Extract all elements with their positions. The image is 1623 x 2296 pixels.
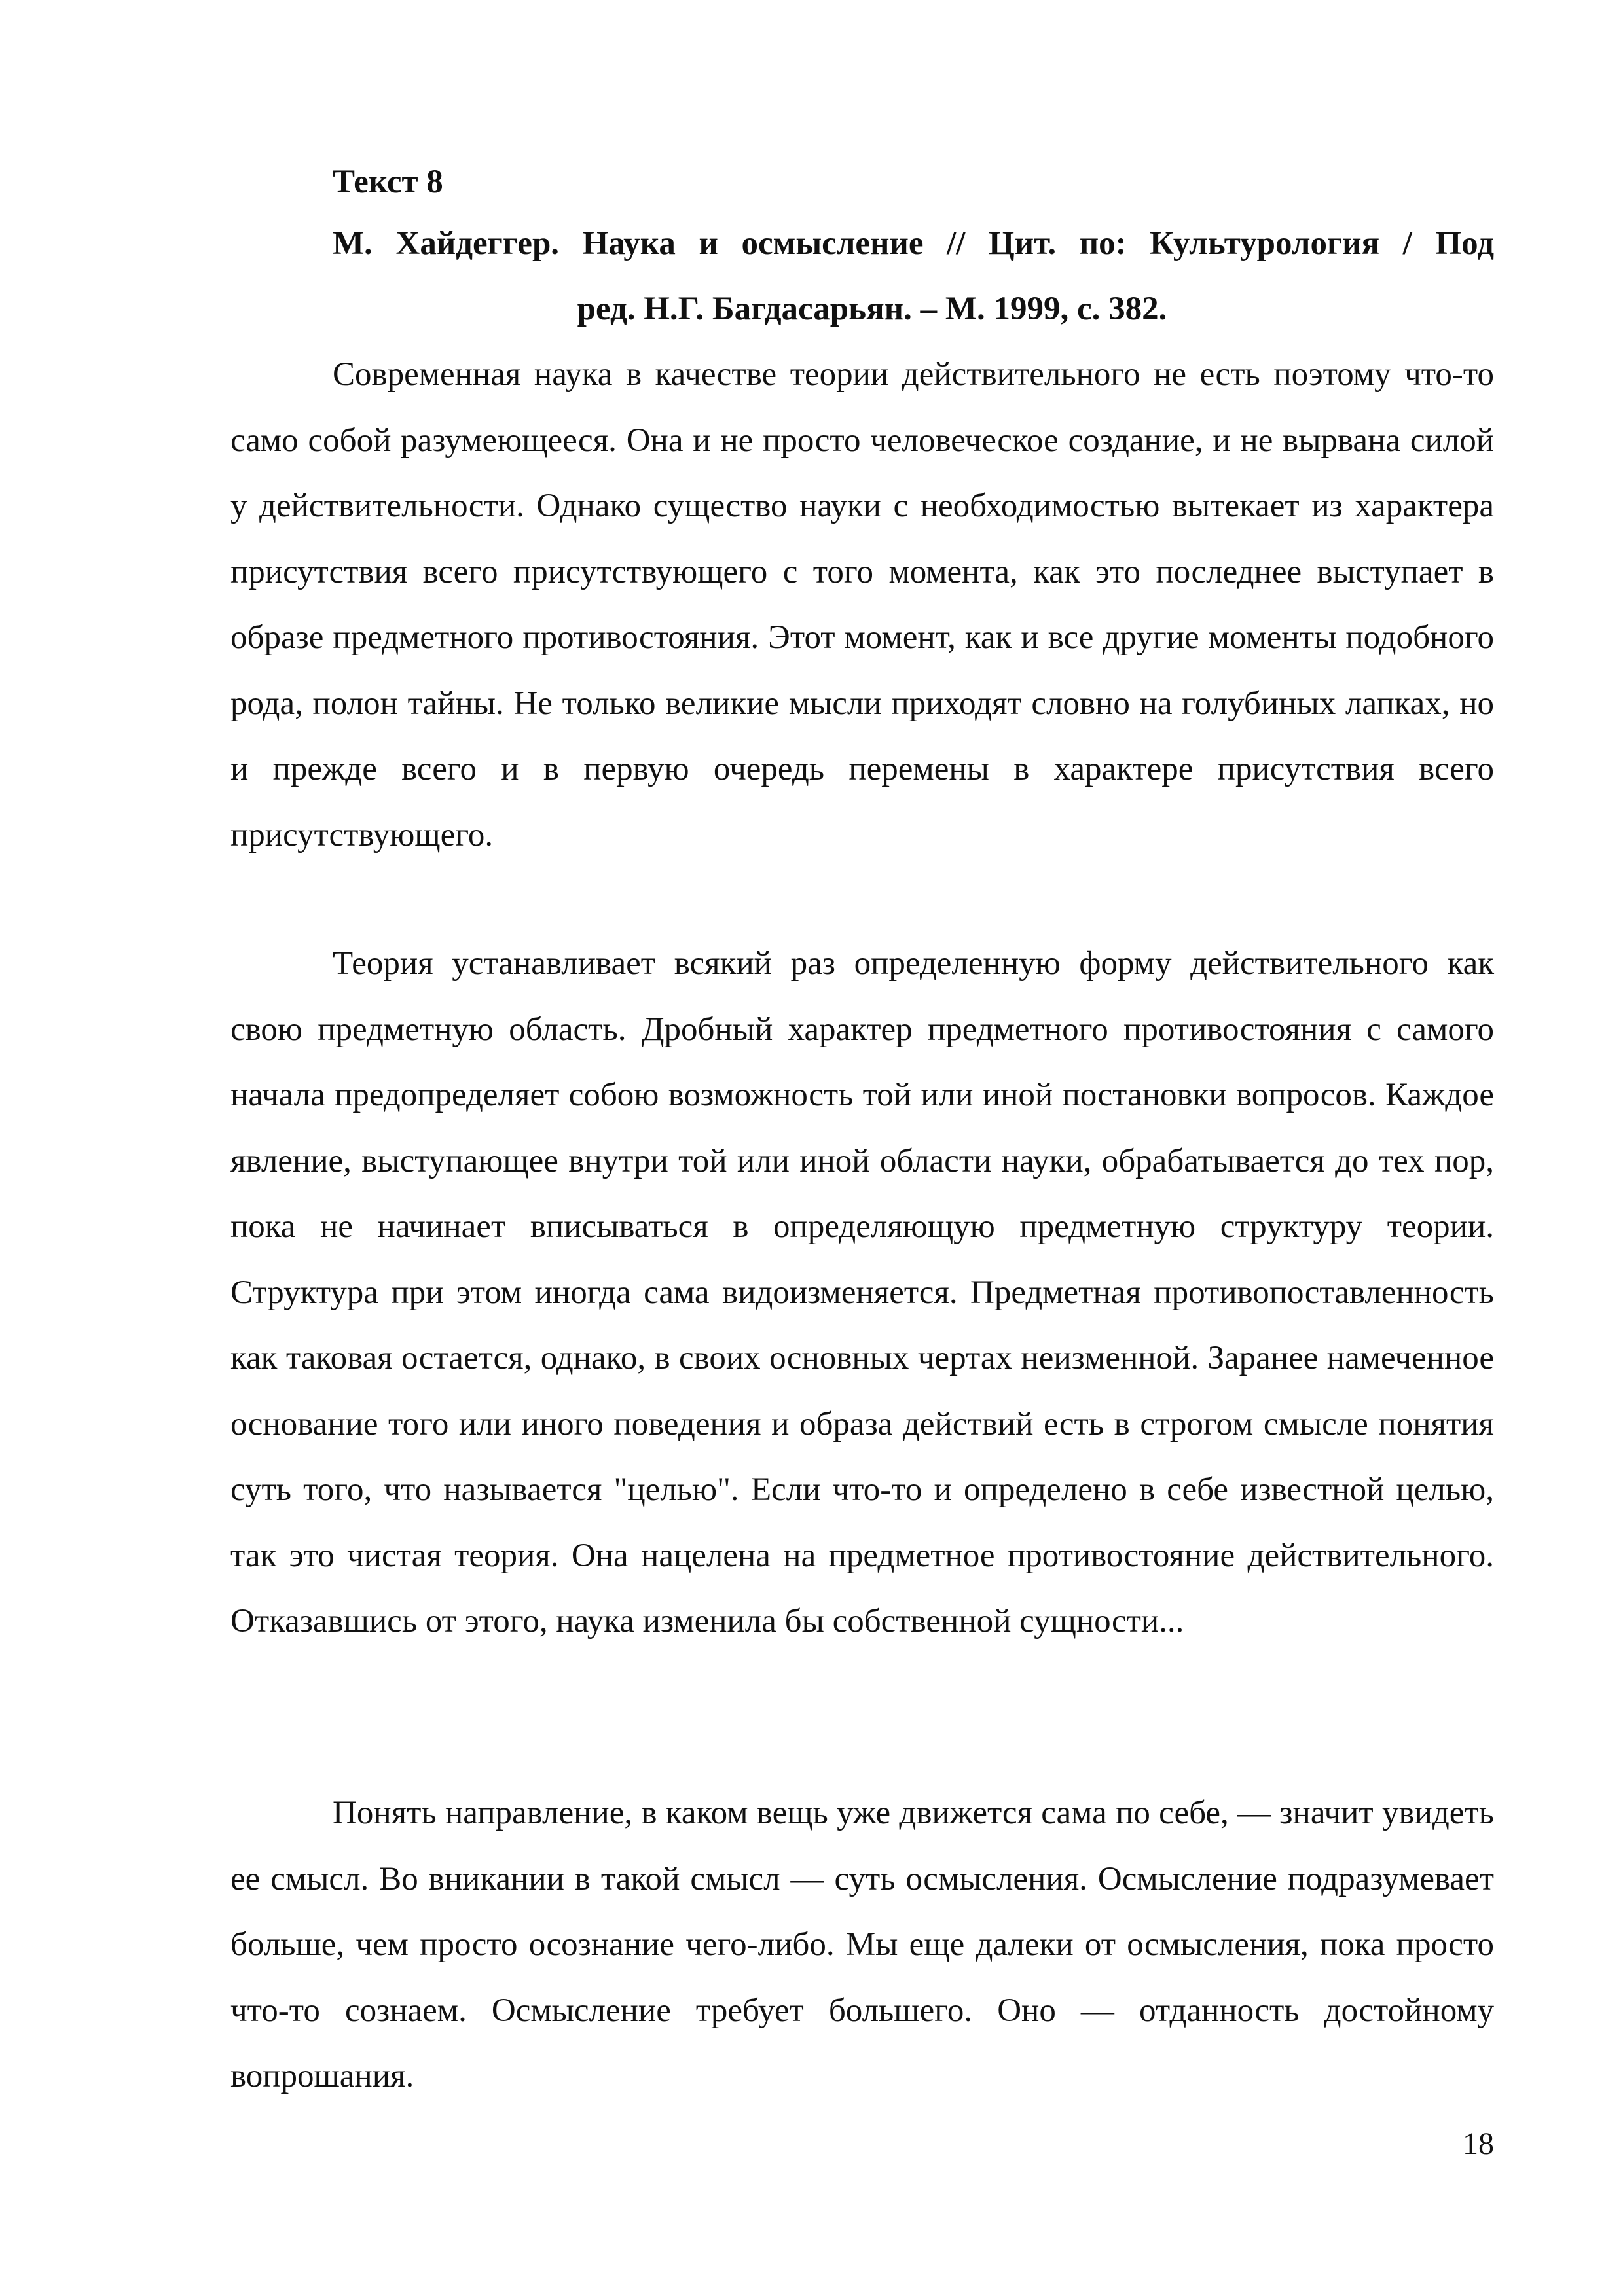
paragraph-1: Современная наука в качестве теории действительного не есть поэтому что-то само собой разумеющееся. Она и не просто человеческое создание, и не вырвана силой у действительности. Однако существо науки с необходимостью вытекает из характера присутствия всего присутствующего с того момента, как это последнее выступает в образе предметного противостояния. Этот момент, как и все другие моменты подобного рода, полон тайны. Не только великие мысли приходят словно на голубиных лапках, но и прежде всего и в первую очередь перемены в характере присутствия всего присутствующего. — [230, 356, 1494, 853]
source-citation-line-2: ред. Н.Г. Багдасарьян. – М. 1999, с. 382. — [577, 291, 1167, 327]
text-heading: Текст 8 — [333, 164, 443, 200]
source-citation — [230, 211, 1494, 342]
paragraph-3: Понять направление, в каком вещь уже движется сама по себе, — значит увидеть ее смысл. Во вникании в такой смысл — суть осмысления. Осмысление подразумевает больше, чем просто осознание чего-либо. Мы еще далеки от осмысления, пока просто что-то сознаем. Осмысление требует большего. Оно — отданность достойному вопрошания. — [230, 1795, 1494, 2094]
paragraph-2: Теория устанавливает всякий раз определенную форму действительного как свою предметную область. Дробный характер предметного противостояния с самого начала предопределяет собою возможность той или иной постановки вопросов. Каждое явление, выступающее внутри той или иной области науки, обрабатывается до тех пор, пока не начинает вписываться в определяющую предметную структуру теории. Структура при этом иногда сама видоизменяется. Предметная противопоставленность как таковая остается, однако, в своих основных чертах неизменной. Заранее намеченное основание того или иного поведения и образа действий есть в строгом смысле понятия суть того, что называется "целью". Если что-то и определено в себе известной целью, так это чистая теория. Она нацелена на предметное противостояние действительного. Отказавшись от этого, наука изменила бы собственной сущности... — [230, 945, 1494, 1640]
source-citation-line-1: М. Хайдеггер. Наука и осмысление // Цит. по: Культурология / Под — [333, 225, 1494, 262]
page-number: 18 — [1463, 2126, 1494, 2161]
